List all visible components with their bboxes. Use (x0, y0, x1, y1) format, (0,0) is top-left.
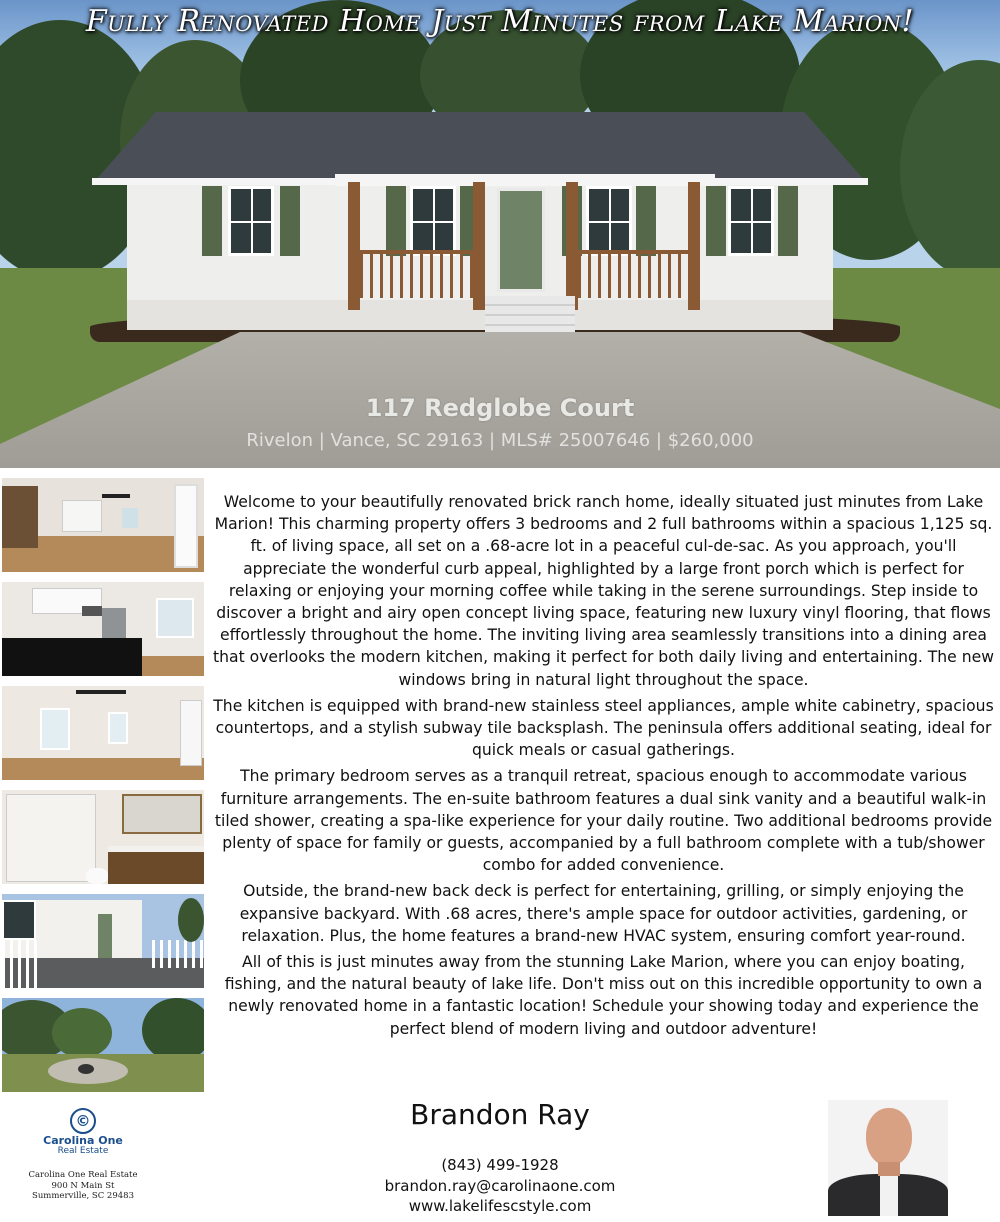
porch-railing (360, 250, 473, 298)
carolina-one-logo-icon: © (70, 1108, 96, 1134)
porch-steps (485, 296, 575, 332)
window (228, 186, 274, 256)
agent-email[interactable]: brandon.ray@carolinaone.com (384, 1177, 616, 1195)
agent-name: Brandon Ray (410, 1098, 590, 1131)
office-address (18, 1170, 148, 1202)
office-street: 900 N Main St (51, 1180, 115, 1191)
office-name: Carolina One Real Estate (28, 1170, 138, 1180)
window (410, 186, 456, 256)
description-paragraph: Outside, the brand-new back deck is perfect for entertaining, grilling, or simply enjoying the expansive backyard. With .68 acres, there's ample space for outdoor activities, gardening, or relaxation. Plus, the home features a brand-new HVAC system, ensuring comfort year-round. (239, 882, 968, 945)
hero-photo (0, 0, 1000, 468)
agent-phone[interactable]: (843) 499-1928 (441, 1156, 559, 1174)
brokerage-logo-subtitle: Real Estate (57, 1146, 109, 1156)
property-address: 117 Redglobe Court (365, 394, 635, 422)
description-paragraph: Welcome to your beautifully renovated brick ranch home, ideally situated just minutes from Lake Marion! This charming property offers 3 bedrooms and 2 full bathrooms within a spacious 1,125 sq. ft. of living space, all set on a .68-acre lot in a peaceful cul-de-sac. As you approach, you'll appreciate the wonderful curb appeal, highlighted by a large front porch which is perfect for relaxing or enjoying your morning coffee while taking in the serene surroundings. Step inside to discover a bright and airy open concept living space, featuring new luxury vinyl flooring, that flows effortlessly throughout the home. The inviting living area seamlessly transitions into a dining area that overlooks the modern kitchen, making it perfect for both daily living and entertaining. The new windows bring in natural light throughout the space. (213, 493, 994, 689)
house-roof (94, 112, 866, 182)
window (728, 186, 774, 256)
photo-kitchen (2, 582, 204, 676)
property-description (213, 491, 994, 1044)
office-city: Summerville, SC 29483 (32, 1191, 134, 1201)
photo-back-deck (2, 894, 204, 988)
photo-living-room (2, 478, 204, 572)
brokerage-logo-name: Carolina One (43, 1134, 123, 1147)
photo-bedroom (2, 686, 204, 780)
photo-bathroom (2, 790, 204, 884)
property-details: Rivelon | Vance, SC 29163 | MLS# 25007646 | $260,000 (246, 430, 754, 451)
description-paragraph: The primary bedroom serves as a tranquil retreat, spacious enough to accommodate various furniture arrangements. The en-suite bathroom features a dual sink vanity and a beautiful walk-in tiled shower, creating a spa-like experience for your daily routine. Two additional bedrooms provide plenty of space for family or guests, accompanied by a full bathroom complete with a tub/shower combo for added convenience. (214, 767, 993, 875)
headline: Fully Renovated Home Just Minutes from Lake Marion! (85, 4, 915, 39)
window (586, 186, 632, 256)
description-paragraph: All of this is just minutes away from the stunning Lake Marion, where you can enjoy boating, fishing, and the natural beauty of lake life. Don't miss out on this incredible opportunity to own a newly renovated home in a fantastic location! Schedule your showing today and experience the perfect blend of modern living and outdoor adventure! (224, 953, 983, 1038)
description-paragraph: The kitchen is equipped with brand-new stainless steel appliances, ample white cabinetry, spacious countertops, and a stylish subway tile backsplash. The peninsula offers additional seating, ideal for quick meals or casual gatherings. (213, 696, 994, 760)
agent-headshot (828, 1100, 948, 1216)
photo-backyard (2, 998, 204, 1092)
agent-website[interactable]: www.lakelifescstyle.com (408, 1197, 592, 1215)
front-door (497, 188, 545, 292)
porch-railing (578, 250, 688, 298)
